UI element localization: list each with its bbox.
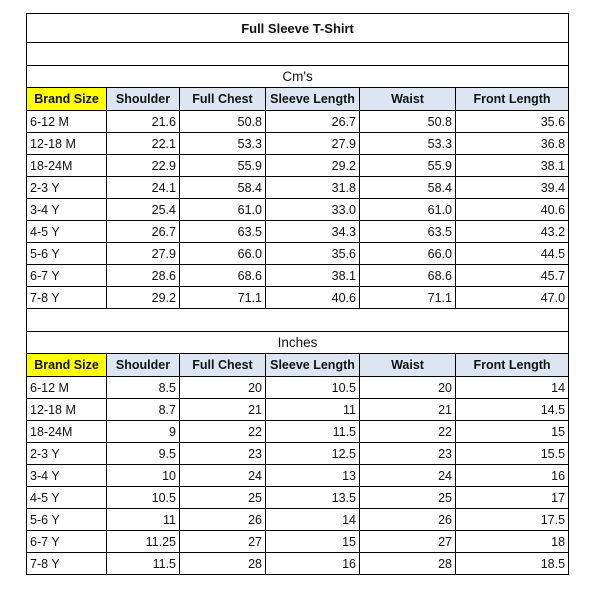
inches-table-row (27, 377, 569, 399)
value-cell: 24.1 (107, 177, 180, 199)
size-cell: 3-4 Y (27, 465, 107, 487)
value-cell: 15 (456, 421, 569, 443)
value-cell: 22.1 (107, 133, 180, 155)
value-cell: 9.5 (107, 443, 180, 465)
value-cell: 26 (360, 509, 456, 531)
value-cell: 23 (180, 443, 266, 465)
value-cell: 27.9 (266, 133, 360, 155)
value-cell: 31.8 (266, 177, 360, 199)
size-cell: 12-18 M (27, 399, 107, 421)
cm-header-waist: Waist (360, 88, 456, 111)
value-cell: 11 (266, 399, 360, 421)
value-cell: 18.5 (456, 553, 569, 575)
value-cell: 23 (360, 443, 456, 465)
value-cell: 13.5 (266, 487, 360, 509)
value-cell: 55.9 (180, 155, 266, 177)
title-row (27, 14, 569, 43)
inches-unit-row (27, 332, 569, 354)
size-cell: 6-7 Y (27, 265, 107, 287)
cm-header-shoulder: Shoulder (107, 88, 180, 111)
value-cell: 38.1 (266, 265, 360, 287)
value-cell: 44.5 (456, 243, 569, 265)
value-cell: 66.0 (180, 243, 266, 265)
value-cell: 26 (180, 509, 266, 531)
inches-header-waist: Waist (360, 354, 456, 377)
value-cell: 35.6 (266, 243, 360, 265)
value-cell: 21 (180, 399, 266, 421)
value-cell: 71.1 (360, 287, 456, 309)
inches-unit-label: Inches (27, 332, 569, 354)
value-cell: 25.4 (107, 199, 180, 221)
value-cell: 43.2 (456, 221, 569, 243)
size-cell: 18-24M (27, 421, 107, 443)
value-cell: 10.5 (107, 487, 180, 509)
value-cell: 53.3 (360, 133, 456, 155)
size-cell: 5-6 Y (27, 243, 107, 265)
value-cell: 15.5 (456, 443, 569, 465)
value-cell: 24 (180, 465, 266, 487)
blank-row (27, 43, 569, 66)
value-cell: 21 (360, 399, 456, 421)
cm-table-row (27, 111, 569, 133)
size-cell: 18-24M (27, 155, 107, 177)
value-cell: 16 (266, 553, 360, 575)
inches-header-front-length: Front Length (456, 354, 569, 377)
cm-table-row (27, 221, 569, 243)
inches-table-row (27, 553, 569, 575)
value-cell: 38.1 (456, 155, 569, 177)
size-cell: 6-12 M (27, 111, 107, 133)
value-cell: 14 (266, 509, 360, 531)
value-cell: 35.6 (456, 111, 569, 133)
cm-table-row (27, 177, 569, 199)
inches-table-row (27, 465, 569, 487)
section-gap-row (27, 309, 569, 332)
value-cell: 61.0 (360, 199, 456, 221)
inches-header-row (27, 354, 569, 377)
size-cell: 7-8 Y (27, 553, 107, 575)
value-cell: 24 (360, 465, 456, 487)
size-cell: 7-8 Y (27, 287, 107, 309)
value-cell: 20 (180, 377, 266, 399)
value-cell: 13 (266, 465, 360, 487)
inches-table-row (27, 443, 569, 465)
value-cell: 40.6 (456, 199, 569, 221)
inches-table-row (27, 509, 569, 531)
value-cell: 8.5 (107, 377, 180, 399)
cm-table-row (27, 155, 569, 177)
cm-table-row (27, 287, 569, 309)
value-cell: 16 (456, 465, 569, 487)
value-cell: 26.7 (266, 111, 360, 133)
size-cell: 2-3 Y (27, 177, 107, 199)
value-cell: 8.7 (107, 399, 180, 421)
value-cell: 33.0 (266, 199, 360, 221)
value-cell: 63.5 (360, 221, 456, 243)
size-cell: 4-5 Y (27, 221, 107, 243)
value-cell: 10 (107, 465, 180, 487)
size-cell: 5-6 Y (27, 509, 107, 531)
value-cell: 14 (456, 377, 569, 399)
value-cell: 27 (180, 531, 266, 553)
value-cell: 22 (180, 421, 266, 443)
value-cell: 11.5 (266, 421, 360, 443)
value-cell: 22 (360, 421, 456, 443)
value-cell: 50.8 (360, 111, 456, 133)
value-cell: 55.9 (360, 155, 456, 177)
value-cell: 63.5 (180, 221, 266, 243)
cm-header-full-chest: Full Chest (180, 88, 266, 111)
value-cell: 68.6 (180, 265, 266, 287)
cm-unit-row (27, 66, 569, 88)
value-cell: 71.1 (180, 287, 266, 309)
inches-header-full-chest: Full Chest (180, 354, 266, 377)
value-cell: 10.5 (266, 377, 360, 399)
cm-header-brand-size: Brand Size (27, 88, 107, 111)
value-cell: 58.4 (180, 177, 266, 199)
cm-unit-label: Cm's (27, 66, 569, 88)
value-cell: 22.9 (107, 155, 180, 177)
value-cell: 50.8 (180, 111, 266, 133)
value-cell: 20 (360, 377, 456, 399)
value-cell: 17.5 (456, 509, 569, 531)
value-cell: 66.0 (360, 243, 456, 265)
value-cell: 61.0 (180, 199, 266, 221)
value-cell: 15 (266, 531, 360, 553)
inches-table-row (27, 399, 569, 421)
inches-header-shoulder: Shoulder (107, 354, 180, 377)
value-cell: 25 (360, 487, 456, 509)
cm-header-sleeve-length: Sleeve Length (266, 88, 360, 111)
value-cell: 28 (360, 553, 456, 575)
cm-table-row (27, 265, 569, 287)
value-cell: 40.6 (266, 287, 360, 309)
value-cell: 9 (107, 421, 180, 443)
cm-table-row (27, 243, 569, 265)
size-chart (26, 13, 568, 575)
value-cell: 21.6 (107, 111, 180, 133)
value-cell: 11.25 (107, 531, 180, 553)
value-cell: 29.2 (266, 155, 360, 177)
size-cell: 6-12 M (27, 377, 107, 399)
value-cell: 18 (456, 531, 569, 553)
inches-header-brand-size: Brand Size (27, 354, 107, 377)
value-cell: 36.8 (456, 133, 569, 155)
size-cell: 3-4 Y (27, 199, 107, 221)
inches-table-row (27, 487, 569, 509)
value-cell: 47.0 (456, 287, 569, 309)
value-cell: 58.4 (360, 177, 456, 199)
cm-table-row (27, 199, 569, 221)
inches-table-row (27, 531, 569, 553)
value-cell: 12.5 (266, 443, 360, 465)
value-cell: 27 (360, 531, 456, 553)
value-cell: 14.5 (456, 399, 569, 421)
cm-header-front-length: Front Length (456, 88, 569, 111)
value-cell: 29.2 (107, 287, 180, 309)
chart-title: Full Sleeve T-Shirt (27, 14, 569, 43)
inches-header-sleeve-length: Sleeve Length (266, 354, 360, 377)
value-cell: 25 (180, 487, 266, 509)
value-cell: 34.3 (266, 221, 360, 243)
value-cell: 27.9 (107, 243, 180, 265)
cm-table-row (27, 133, 569, 155)
size-cell: 2-3 Y (27, 443, 107, 465)
value-cell: 28 (180, 553, 266, 575)
value-cell: 68.6 (360, 265, 456, 287)
cm-header-row (27, 88, 569, 111)
value-cell: 17 (456, 487, 569, 509)
value-cell: 45.7 (456, 265, 569, 287)
size-table (26, 13, 569, 575)
value-cell: 53.3 (180, 133, 266, 155)
size-cell: 4-5 Y (27, 487, 107, 509)
value-cell: 39.4 (456, 177, 569, 199)
value-cell: 11.5 (107, 553, 180, 575)
value-cell: 28.6 (107, 265, 180, 287)
value-cell: 11 (107, 509, 180, 531)
inches-table-row (27, 421, 569, 443)
size-cell: 6-7 Y (27, 531, 107, 553)
size-cell: 12-18 M (27, 133, 107, 155)
value-cell: 26.7 (107, 221, 180, 243)
